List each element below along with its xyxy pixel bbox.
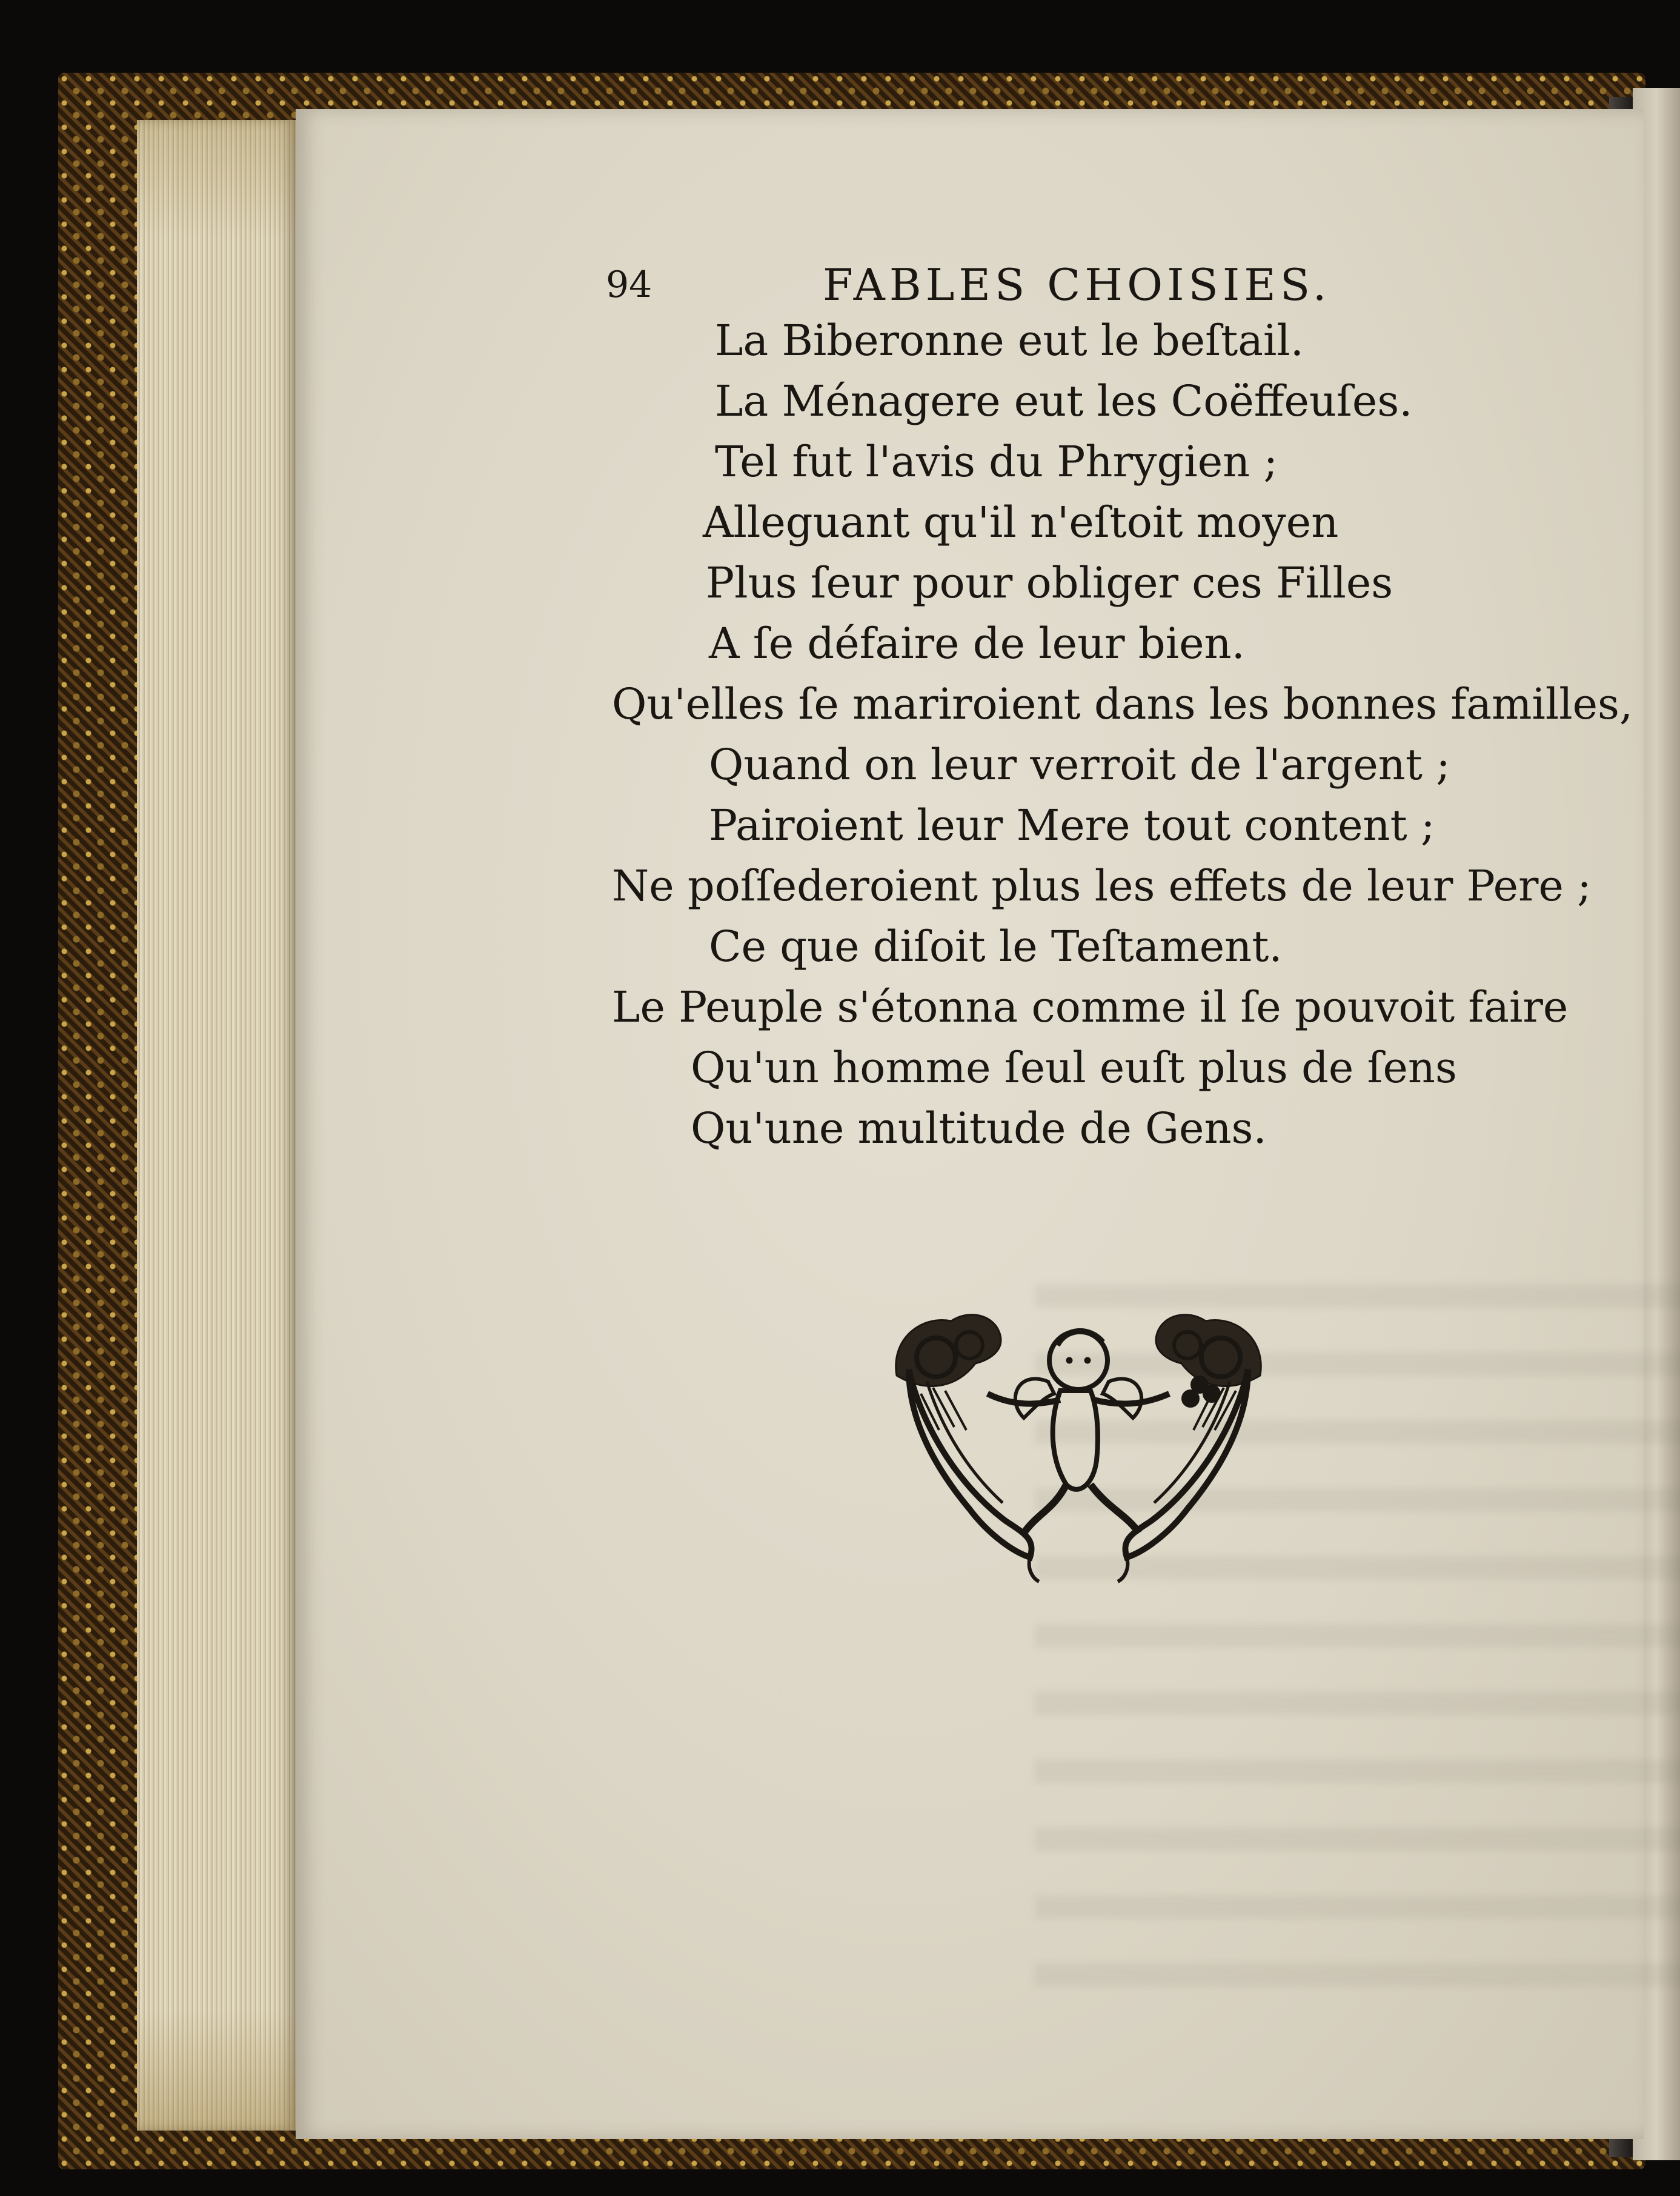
running-head xyxy=(606,255,1393,315)
cherub-cornucopia-icon xyxy=(885,1303,1272,1588)
verse-line: Qu'un homme ſeul euſt plus de ſens xyxy=(691,1043,1457,1093)
verse-line: Tel fut l'avis du Phrygien ; xyxy=(715,437,1278,487)
verse-line: Ce que diſoit le Teſtament. xyxy=(709,922,1283,971)
verse-line: Quand on leur verroit de l'argent ; xyxy=(709,740,1450,790)
verse-line: Alleguant qu'il n'eſtoit moyen xyxy=(703,497,1339,547)
page-block-edge xyxy=(137,120,296,2131)
verse-line: La Ménagere eut les Coëffeuſes. xyxy=(715,376,1413,426)
verse-line: Pairoient leur Mere tout content ; xyxy=(709,800,1435,850)
verse-line: Ne poſſederoient plus les effets de leur Pere ; xyxy=(612,861,1592,911)
verse-line: Plus ſeur pour obliger ces Filles xyxy=(706,558,1393,608)
verse-line: Le Peuple s'étonna comme il ſe pouvoit faire xyxy=(612,982,1569,1032)
verse-line: Qu'elles ſe mariroient dans les bonnes familles, xyxy=(612,679,1633,729)
verse-line: Qu'une multitude de Gens. xyxy=(691,1103,1267,1153)
running-title: FABLES CHOISIES. xyxy=(823,259,1331,310)
verse-line: A ſe défaire de leur bien. xyxy=(709,619,1245,668)
verse-line: La Biberonne eut le beſtail. xyxy=(715,316,1304,365)
page-number: 94 xyxy=(606,264,652,306)
